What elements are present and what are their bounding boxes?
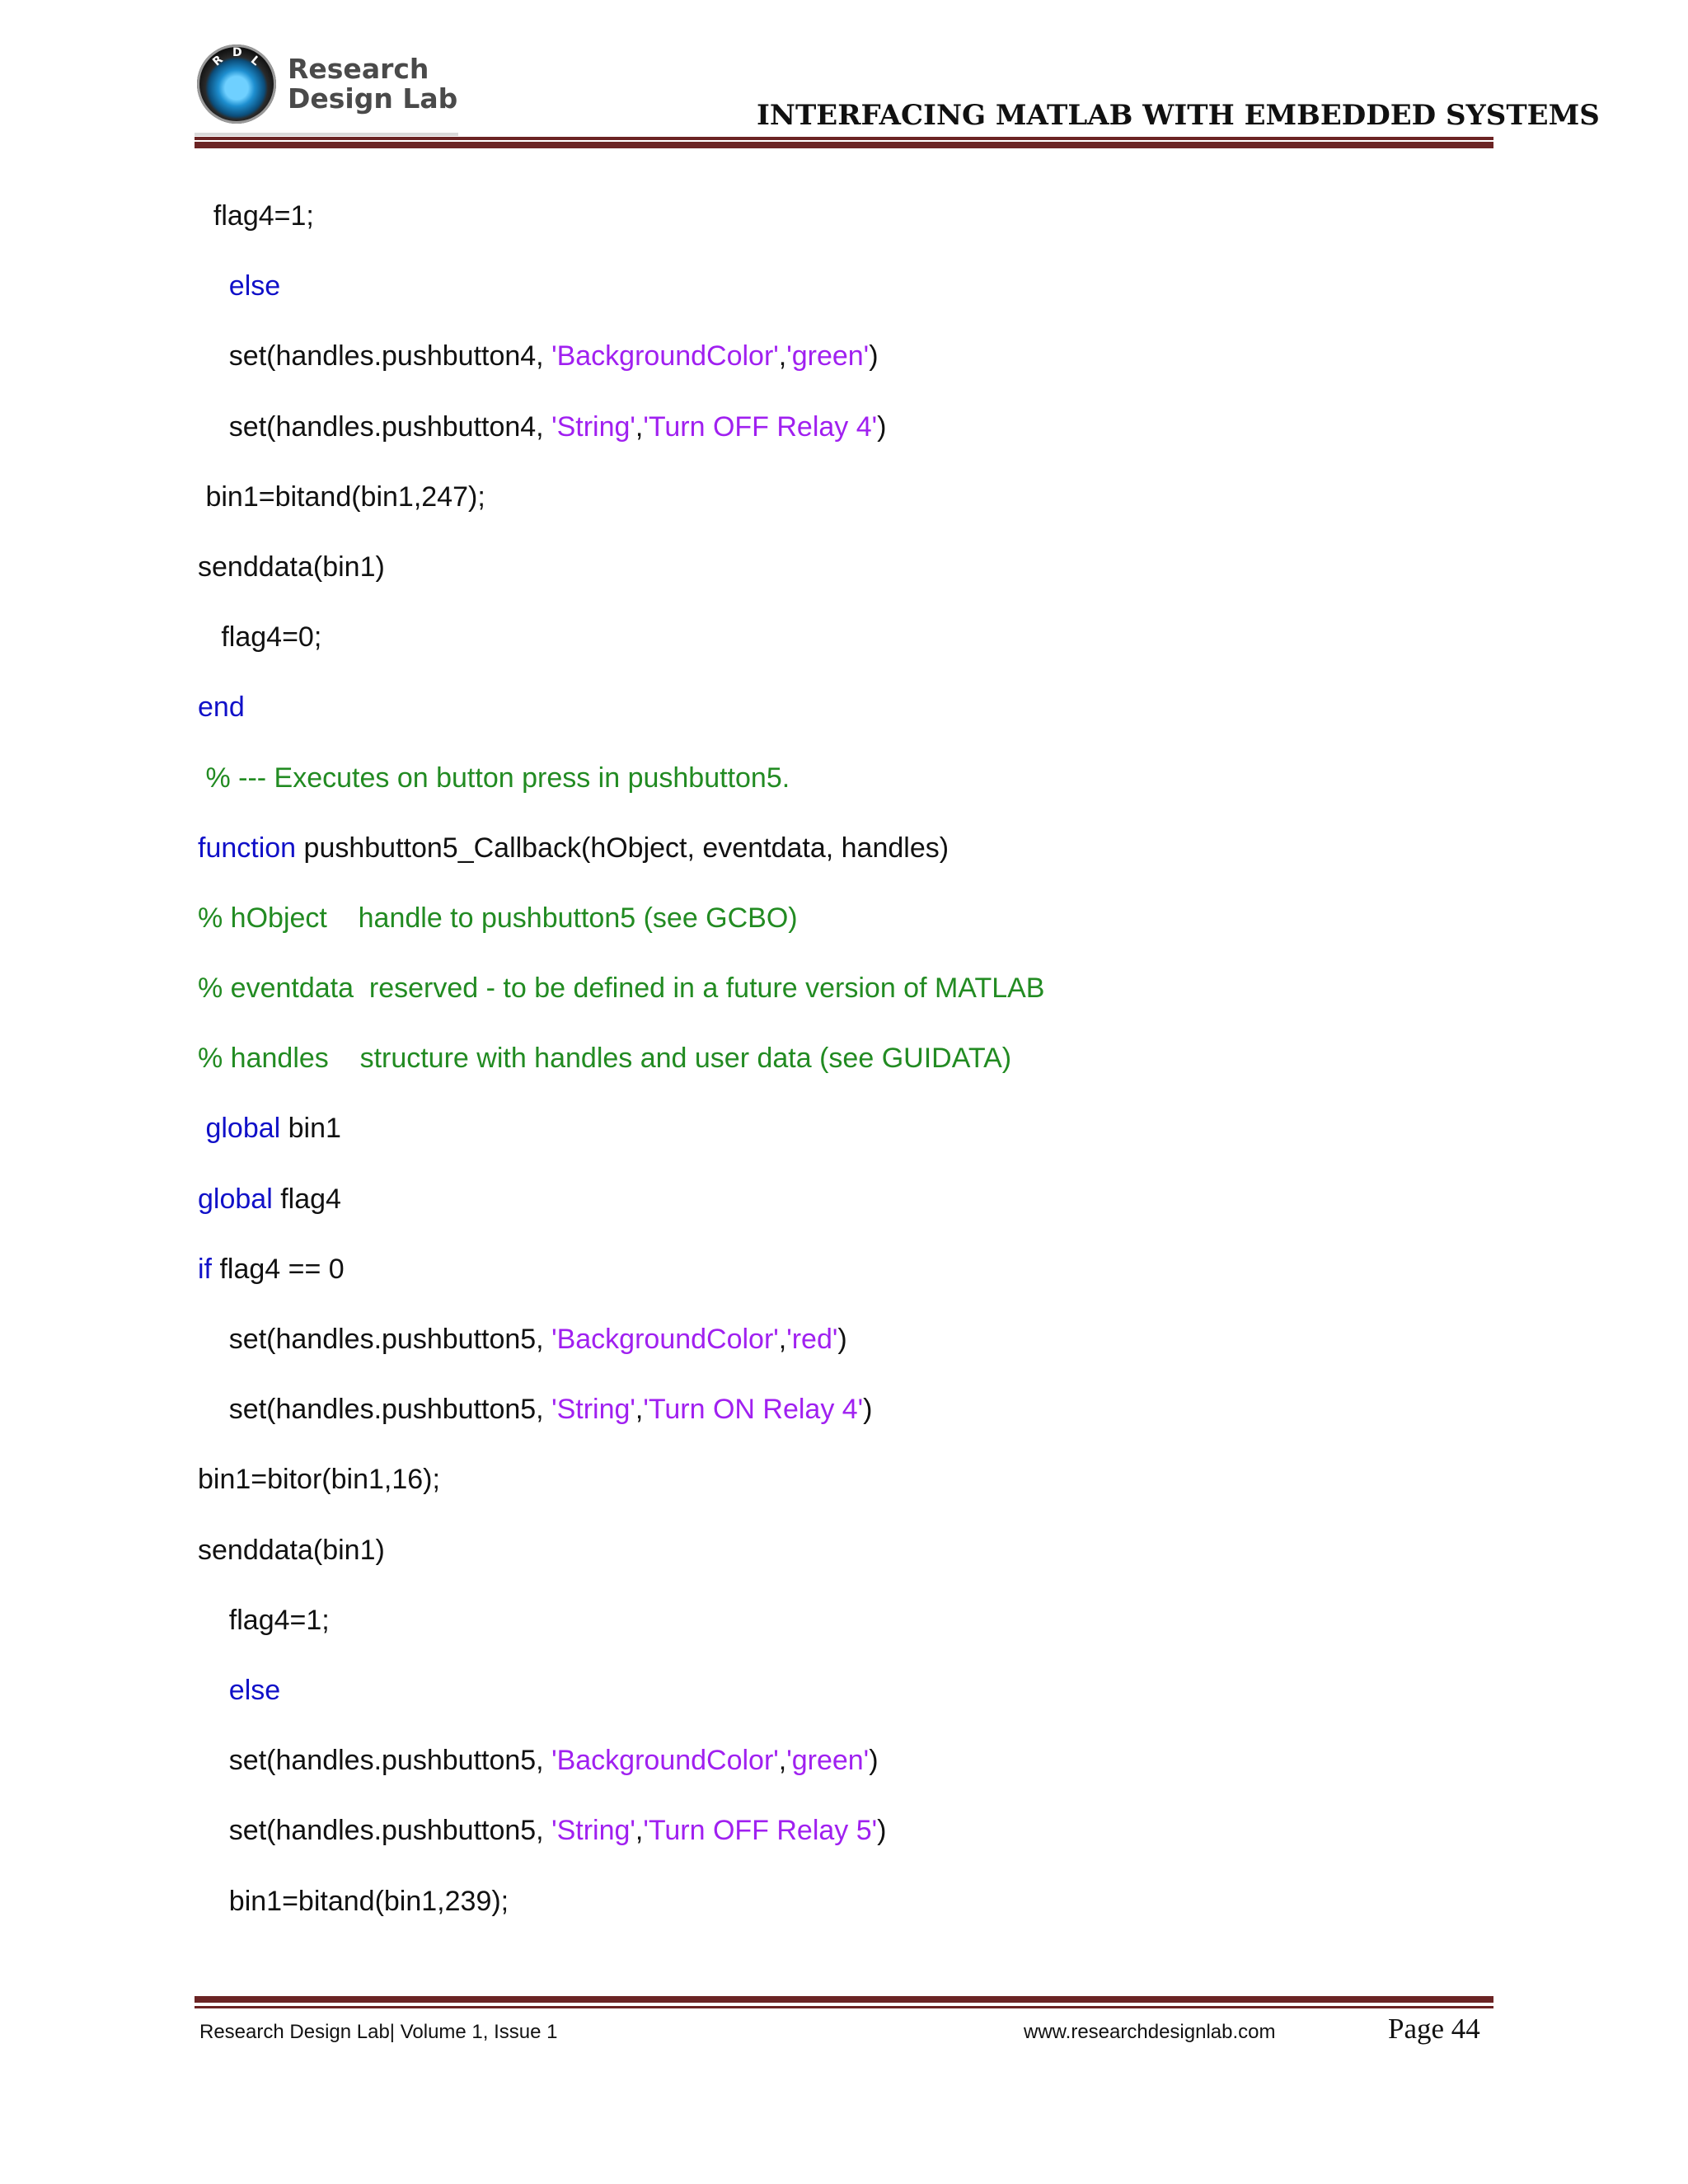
code-text: , bbox=[635, 1394, 644, 1426]
code-text: flag4 bbox=[272, 1183, 341, 1215]
code-string: 'Turn OFF Relay 4' bbox=[643, 410, 878, 443]
code-line bbox=[198, 1461, 1484, 1531]
code-text: senddata(bin1) bbox=[198, 1534, 385, 1566]
footer-rule-thick bbox=[195, 1996, 1493, 2003]
code-line bbox=[198, 830, 1484, 900]
code-string: 'BackgroundColor' bbox=[551, 340, 779, 373]
code-text: bin1=bitor(bin1,16); bbox=[198, 1464, 440, 1496]
code-text: set(handles.pushbutton4, bbox=[228, 410, 552, 443]
header-rule-thick bbox=[195, 142, 1493, 148]
code-text: , bbox=[635, 410, 644, 443]
code-text: set(handles.pushbutton5, bbox=[228, 1324, 552, 1355]
code-text: ) bbox=[837, 1324, 847, 1355]
logo-wordmark bbox=[288, 54, 457, 114]
code-text: ) bbox=[863, 1394, 873, 1426]
code-line bbox=[198, 1602, 1484, 1672]
code-line bbox=[198, 479, 1484, 549]
code-keyword: end bbox=[198, 691, 245, 724]
code-string: 'BackgroundColor' bbox=[551, 1745, 779, 1777]
code-indent bbox=[198, 1675, 229, 1706]
code-line bbox=[198, 1812, 1484, 1882]
page-number: Page 44 bbox=[1388, 2013, 1480, 2045]
document-title: INTERFACING MATLAB WITH EMBEDDED SYSTEMS bbox=[757, 99, 1600, 132]
code-indent bbox=[198, 1815, 229, 1846]
code-text: pushbutton5_Callback(hObject, eventdata, handles) bbox=[296, 832, 950, 864]
code-string: 'green' bbox=[786, 340, 870, 373]
code-text: flag4=1; bbox=[228, 1604, 330, 1636]
code-line bbox=[198, 1883, 1484, 1953]
code-line bbox=[198, 338, 1484, 408]
code-comment: % hObject handle to pushbutton5 (see GCBO) bbox=[198, 902, 798, 934]
code-line bbox=[198, 1181, 1484, 1251]
code-line bbox=[198, 1742, 1484, 1812]
logo-line-1: Research bbox=[288, 53, 429, 85]
logo-letters bbox=[205, 43, 271, 76]
code-indent bbox=[198, 200, 213, 232]
code-text: senddata(bin1) bbox=[198, 551, 385, 583]
header-rule-thin bbox=[195, 137, 1493, 140]
code-text: ) bbox=[869, 340, 879, 373]
code-line bbox=[198, 409, 1484, 479]
code-comment: % handles structure with handles and user data (see GUIDATA) bbox=[198, 1043, 1012, 1075]
code-keyword: global bbox=[205, 1113, 281, 1145]
code-line bbox=[198, 970, 1484, 1040]
code-string: 'String' bbox=[551, 1815, 635, 1847]
code-keyword: else bbox=[228, 270, 281, 302]
code-text: set(handles.pushbutton4, bbox=[228, 340, 552, 373]
code-text: bin1=bitand(bin1,239); bbox=[228, 1885, 509, 1917]
company-logo bbox=[195, 43, 467, 134]
code-text: ) bbox=[877, 1815, 887, 1847]
code-string: 'green' bbox=[786, 1745, 870, 1777]
code-indent bbox=[198, 1886, 229, 1917]
code-line bbox=[198, 1110, 1484, 1180]
code-indent bbox=[198, 1324, 229, 1355]
code-comment: % --- Executes on button press in pushbutton5. bbox=[205, 762, 790, 794]
code-keyword: else bbox=[228, 1674, 281, 1706]
code-line bbox=[198, 900, 1484, 970]
logo-line-2: Design Lab bbox=[288, 82, 458, 115]
code-line bbox=[198, 689, 1484, 759]
code-text: , bbox=[778, 1745, 787, 1777]
code-string: 'String' bbox=[551, 1394, 635, 1426]
code-text: , bbox=[778, 340, 787, 373]
code-text: set(handles.pushbutton5, bbox=[228, 1745, 552, 1777]
code-indent bbox=[198, 340, 229, 372]
code-text: ) bbox=[869, 1745, 879, 1777]
code-indent bbox=[198, 270, 229, 302]
code-indent bbox=[198, 1745, 229, 1776]
code-line bbox=[198, 1251, 1484, 1321]
code-text: set(handles.pushbutton5, bbox=[228, 1394, 552, 1426]
code-text: flag4=1; bbox=[213, 200, 314, 232]
footer-rule-thin bbox=[195, 2006, 1493, 2008]
header-rule-accent bbox=[195, 133, 458, 136]
code-text: flag4=0; bbox=[221, 621, 322, 654]
code-text: , bbox=[778, 1324, 787, 1355]
code-indent bbox=[198, 621, 221, 653]
code-line bbox=[198, 1672, 1484, 1742]
code-comment: % eventdata reserved - to be defined in a future version of MATLAB bbox=[198, 972, 1045, 1005]
code-line bbox=[198, 1040, 1484, 1110]
code-keyword: function bbox=[198, 832, 297, 864]
code-line bbox=[198, 619, 1484, 689]
code-line bbox=[198, 268, 1484, 338]
code-text: , bbox=[635, 1815, 644, 1847]
code-string: 'Turn OFF Relay 5' bbox=[643, 1815, 878, 1847]
code-indent bbox=[198, 411, 229, 443]
logo-letter-l: L bbox=[247, 54, 263, 68]
code-listing bbox=[198, 198, 1484, 1953]
logo-letter-r: R bbox=[210, 53, 226, 69]
code-string: 'red' bbox=[786, 1324, 838, 1355]
code-indent bbox=[198, 1605, 229, 1636]
code-line bbox=[198, 1532, 1484, 1602]
code-string: 'Turn ON Relay 4' bbox=[643, 1394, 864, 1426]
code-keyword: global bbox=[198, 1183, 273, 1215]
footer-website-link[interactable]: www.researchdesignlab.com bbox=[1024, 2021, 1276, 2043]
code-line bbox=[198, 760, 1484, 830]
code-string: 'BackgroundColor' bbox=[551, 1324, 779, 1355]
code-string: 'String' bbox=[551, 410, 635, 443]
code-text: bin1 bbox=[280, 1113, 341, 1145]
code-text: flag4 == 0 bbox=[212, 1253, 345, 1285]
code-text: bin1=bitand(bin1,247); bbox=[205, 480, 485, 513]
code-keyword: if bbox=[198, 1253, 212, 1285]
code-indent bbox=[198, 1394, 229, 1425]
code-line bbox=[198, 1391, 1484, 1461]
code-line bbox=[198, 1321, 1484, 1391]
code-text: ) bbox=[877, 410, 887, 443]
footer-publication: Research Design Lab| Volume 1, Issue 1 bbox=[199, 2021, 558, 2043]
code-line bbox=[198, 549, 1484, 619]
logo-letter-d: D bbox=[232, 46, 242, 59]
code-line bbox=[198, 198, 1484, 268]
code-text: set(handles.pushbutton5, bbox=[228, 1815, 552, 1847]
